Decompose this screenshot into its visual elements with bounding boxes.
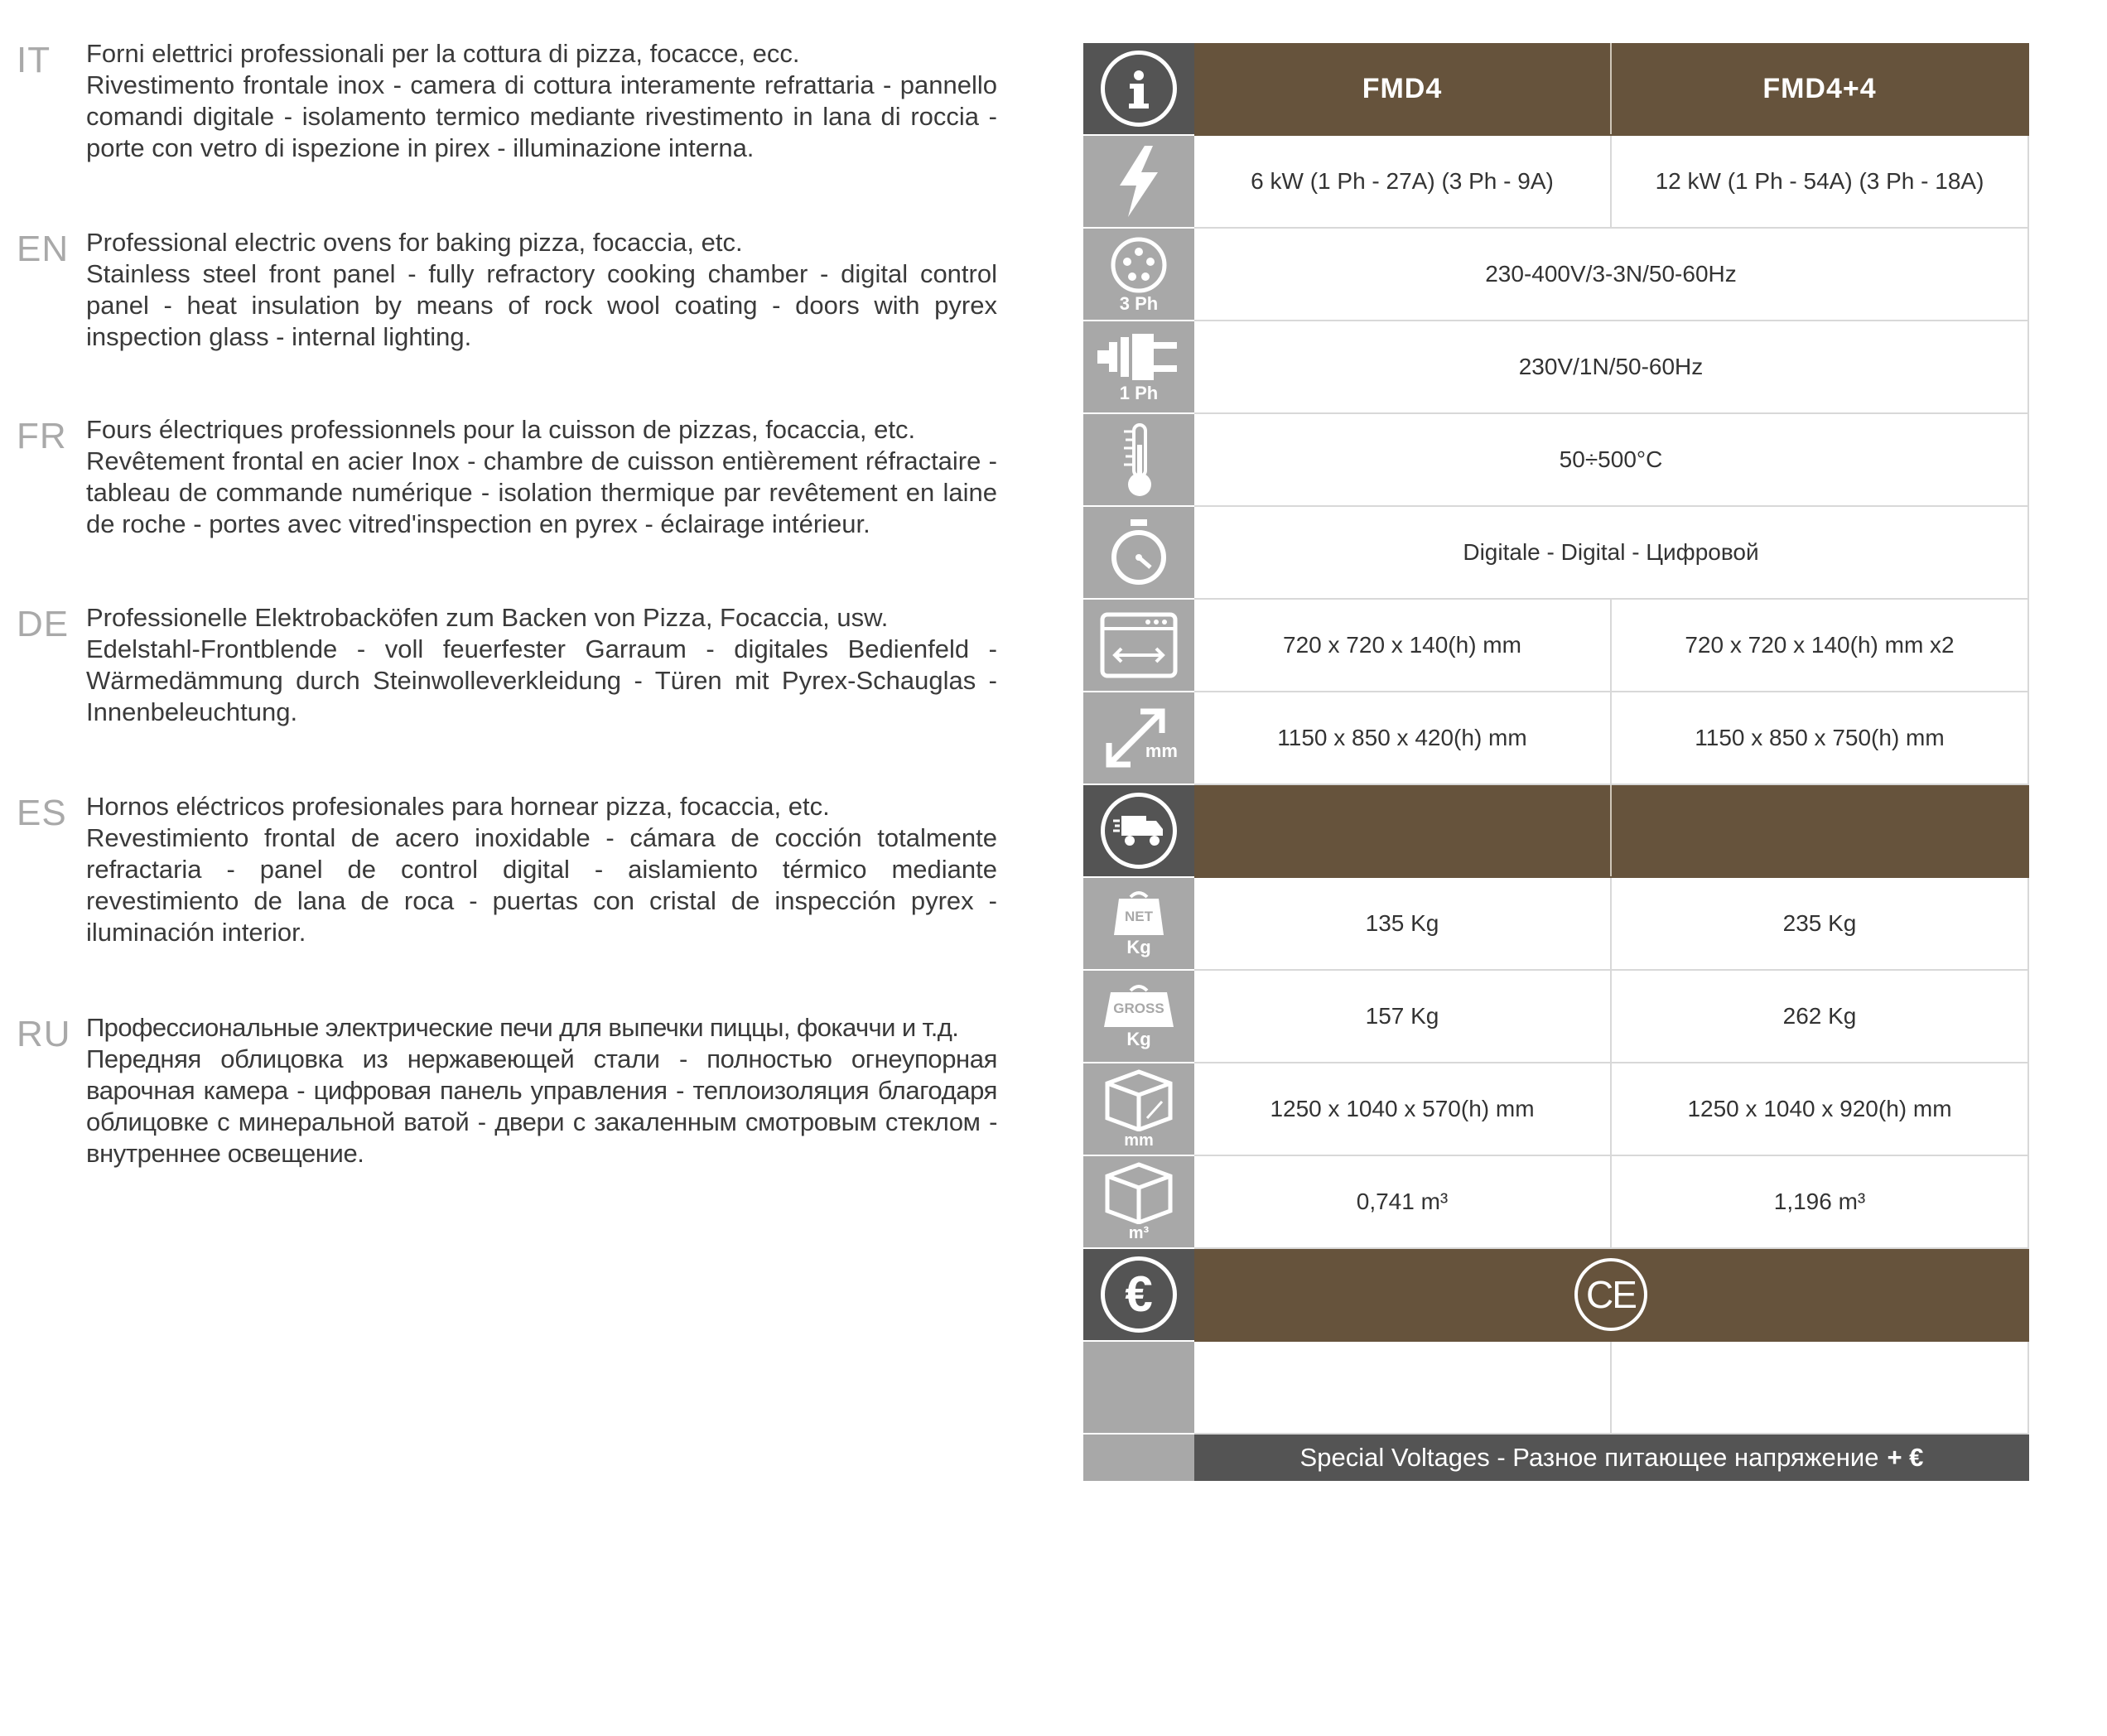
description-title: Forni elettrici professionali per la cottura di pizza, focacce, ecc.	[86, 39, 800, 68]
package-box-icon	[1104, 1068, 1174, 1131]
table-row-control	[1083, 507, 2029, 600]
ce-label: CE	[1586, 1273, 1636, 1316]
power-fmd4-4: 12 kW (1 Ph - 54A) (3 Ph - 18A)	[1655, 168, 1984, 194]
net-weight-fmd4-4: 235 Kg	[1782, 910, 1857, 936]
model-header-fmd4-4: FMD4+4	[1762, 72, 1877, 104]
description-body: Rivestimento frontale inox - camera di cottura interamente refrattaria - pannello comandi digitale - isolamento termico mediante rivestimento in lana di roccia - porte con vetro di ispezione in pirex - illuminazione interna.	[86, 70, 997, 162]
gross-weight-fmd4: 157 Kg	[1194, 971, 1612, 1062]
gross-label: GROSS	[1113, 1001, 1164, 1016]
delivery-truck-icon	[1101, 793, 1177, 869]
dimensions-arrow-icon	[1099, 703, 1179, 773]
net-label: NET	[1125, 909, 1153, 924]
info-icon	[1101, 51, 1177, 127]
oven-chamber-icon	[1100, 612, 1178, 678]
voltage-1ph: 230V/1N/50-60Hz	[1518, 354, 1704, 379]
special-voltages-row	[1083, 1435, 2029, 1481]
description-it	[0, 38, 1002, 162]
table-row-gross-weight	[1083, 971, 2029, 1063]
power-fmd4: 6 kW (1 Ph - 27A) (3 Ph - 9A)	[1194, 136, 1612, 227]
one-phase-label: 1 Ph	[1119, 383, 1159, 403]
packing-fmd4: 1250 x 1040 x 570(h) mm	[1194, 1063, 1612, 1155]
table-row-chamber	[1083, 600, 2029, 692]
price-header-row	[1083, 1249, 2029, 1342]
description-de	[0, 602, 1002, 726]
plug-icon	[1097, 330, 1180, 383]
description-title: Professionelle Elektrobacköfen zum Backen von Pizza, Focaccia, usw.	[86, 603, 889, 632]
net-weight-fmd4: 135 Kg	[1194, 878, 1612, 969]
voltage-3ph: 230-400V/3-3N/50-60Hz	[1485, 261, 1737, 287]
packing-fmd4-4: 1250 x 1040 x 920(h) mm	[1687, 1096, 1952, 1121]
price-fmd4-4	[1612, 1342, 2027, 1433]
external-fmd4: 1150 x 850 x 420(h) mm	[1194, 692, 1612, 784]
description-en	[0, 227, 1002, 351]
gross-weight-fmd4-4: 262 Kg	[1782, 1003, 1857, 1029]
language-code: DE	[17, 604, 70, 644]
language-code: RU	[17, 1014, 71, 1054]
table-row-net-weight	[1083, 878, 2029, 971]
table-row-power	[1083, 136, 2029, 229]
special-voltages-banner	[1194, 1435, 2029, 1481]
language-code: ES	[17, 793, 67, 833]
description-body: Revestimiento frontal de acero inoxidable - cámara de cocción totalmente refractaria - panel de control digital - aislamiento térmico mediante revestimiento de lana de roca - puertas con cristal de inspección pyrex - iluminación interior.	[86, 823, 997, 947]
special-voltages-suffix: + €	[1887, 1443, 1924, 1472]
chamber-fmd4-4: 720 x 720 x 140(h) mm x2	[1685, 632, 1955, 658]
table-row-voltage-1ph	[1083, 321, 2029, 414]
gross-weight-icon	[1102, 982, 1175, 1029]
model-header-fmd4: FMD4	[1194, 43, 1612, 134]
description-ru	[0, 1012, 1002, 1169]
temperature-range: 50÷500°C	[1559, 446, 1663, 472]
description-title: Fours électriques professionnels pour la cuisson de pizzas, focaccia, etc.	[86, 415, 916, 444]
price-fmd4	[1194, 1342, 1612, 1433]
ce-mark-icon	[1574, 1258, 1647, 1331]
table-row-volume	[1083, 1156, 2029, 1249]
description-body: Revêtement frontal en acier Inox - chambre de cuisson entièrement réfractaire - tableau de commande numérique - isolation thermique par revêtement en laine de roche - portes avec vitred'inspection en pyrex - éclairage intérieur.	[86, 446, 997, 538]
description-title: Professional electric ovens for baking pizza, focaccia, etc.	[86, 228, 743, 257]
chamber-fmd4: 720 x 720 x 140(h) mm	[1194, 600, 1612, 691]
kg-label: Kg	[1126, 1029, 1151, 1049]
mm-label: mm	[1145, 740, 1178, 761]
description-body: Передняя облицовка из нержавеющей стали - полностью огнеупорная варочная камера - цифровая панель управления - теплоизоляция благодаря облицовке с минеральной ватой - двери с закаленным смотровым стеклом - внутреннее освещение.	[86, 1044, 997, 1168]
table-row-voltage-3ph	[1083, 229, 2029, 321]
table-row-packing-dimensions	[1083, 1063, 2029, 1156]
description-body: Edelstahl-Frontblende - voll feuerfester Garraum - digitales Bedienfeld - Wärmedämmung durch Steinwolleverkleidung - Türen mit Pyrex-Schauglas - Innenbeleuchtung.	[86, 634, 997, 726]
euro-icon: €	[1101, 1256, 1177, 1333]
special-voltages-text: Special Voltages - Разное питающее напряжение	[1299, 1443, 1879, 1472]
volume-box-icon	[1104, 1161, 1174, 1224]
description-title: Профессиональные электрические печи для выпечки пиццы, фокаччи и т.д.	[86, 1013, 959, 1042]
three-phase-plug-icon	[1109, 235, 1169, 295]
description-body: Stainless steel front panel - fully refractory cooking chamber - digital control panel - heat insulation by means of rock wool coating - doors with pyrex inspection glass - internal lighting.	[86, 259, 997, 351]
shipping-header-row	[1083, 785, 2029, 878]
kg-label: Kg	[1126, 937, 1151, 957]
language-code: IT	[17, 40, 51, 80]
table-row-price	[1083, 1342, 2029, 1435]
external-fmd4-4: 1150 x 850 x 750(h) mm	[1695, 725, 1945, 750]
net-weight-icon	[1111, 889, 1167, 937]
lightning-icon	[1110, 144, 1168, 219]
language-code: EN	[17, 229, 70, 269]
mm-label: mm	[1124, 1131, 1154, 1150]
volume-fmd4: 0,741 m³	[1194, 1156, 1612, 1247]
description-title: Hornos eléctricos profesionales para hornear pizza, focaccia, etc.	[86, 792, 830, 821]
thermometer-icon	[1114, 420, 1164, 499]
description-es	[0, 791, 1002, 948]
volume-fmd4-4: 1,196 m³	[1773, 1189, 1866, 1214]
m3-label: m³	[1128, 1224, 1150, 1242]
table-row-temperature	[1083, 414, 2029, 507]
table-row-external-dimensions	[1083, 692, 2029, 785]
three-phase-label: 3 Ph	[1119, 293, 1159, 314]
description-fr	[0, 414, 1002, 538]
control-type: Digitale - Digital - Цифровой	[1463, 539, 1759, 565]
language-code: FR	[17, 416, 67, 456]
table-header-row	[1083, 43, 2029, 136]
timer-icon	[1107, 518, 1170, 587]
